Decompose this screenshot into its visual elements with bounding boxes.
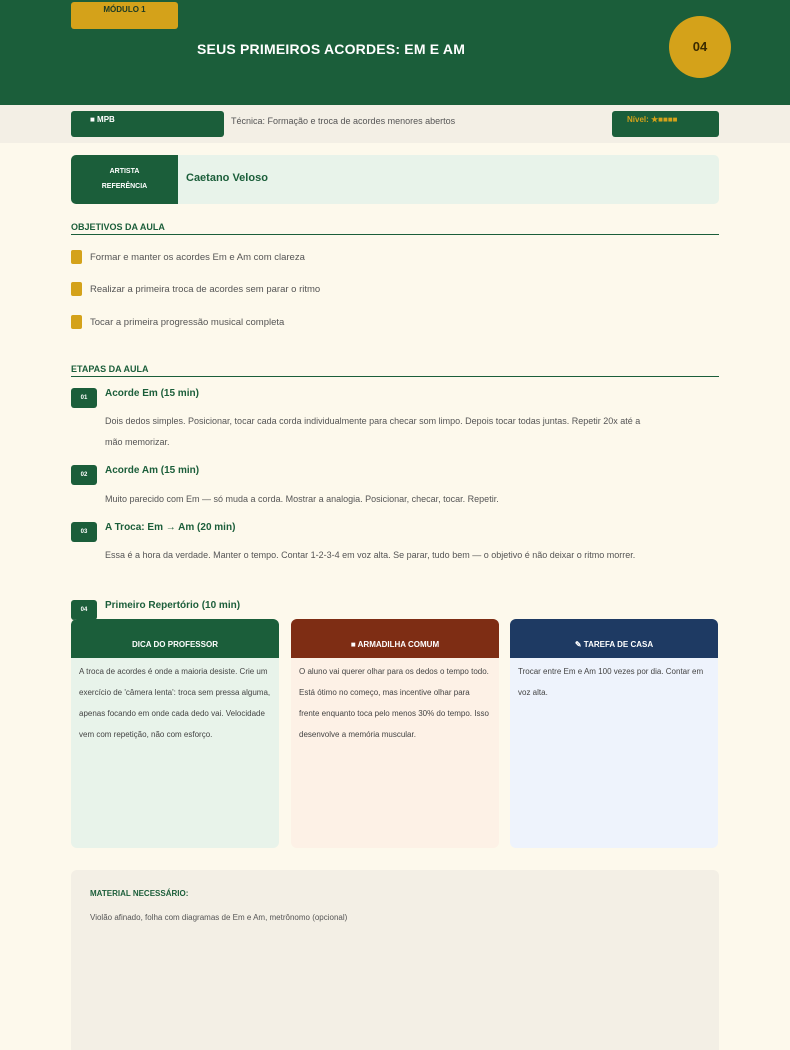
artist-label [71,155,178,204]
step-title: Acorde Em (15 min) [105,388,199,399]
step-number: 04 [71,600,97,620]
teacher-tip-card [71,619,279,848]
artist-label-line2: REFERÊNCIA [101,183,148,190]
step-number: 01 [71,388,97,408]
card-text: O aluno vai querer olhar para os dedos o tempo todo. Está ótimo no começo, mas incentive olhar para frente enquanto toca pelo menos 30% do tempo. Isso desenvolve a memória muscular. [299,667,489,739]
card-title: ■ ARMADILHA COMUM [291,619,499,658]
reference-artist-box [71,155,719,204]
step-description: Dois dedos simples. Posicionar, tocar cada corda individualmente para checar som limpo. Depois tocar todas juntas. Repetir 20x até a mão memorizar. [105,416,641,447]
common-pitfall-card [291,619,499,848]
genre-badge: ■ MPB [71,111,224,137]
step-description: Muito parecido com Em — só muda a corda. Mostrar a analogia. Posicionar, checar, tocar. Repetir. [105,494,499,504]
bullet-icon [71,282,82,296]
objectives-title: OBJETIVOS DA AULA [71,222,719,235]
card-title: ✎ TAREFA DE CASA [510,619,718,658]
bullet-icon [71,250,82,264]
card-text: Trocar entre Em e Am 100 vezes por dia. Contar em voz alta. [518,667,704,697]
step-title: A Troca: Em → Am (20 min) [105,522,236,533]
objective-text: Realizar a primeira troca de acordes sem parar o ritmo [90,284,321,295]
technique-text: Técnica: Formação e troca de acordes menores abertos [231,116,456,126]
steps-title: ETAPAS DA AULA [71,364,719,377]
materials-title: MATERIAL NECESSÁRIO: [90,889,189,898]
homework-card [510,619,718,848]
level-badge: Nível: ★■■■■ [612,111,719,137]
objective-text: Formar e manter os acordes Em e Am com clareza [90,252,305,263]
info-bar [0,105,790,143]
card-text: A troca de acordes é onde a maioria desiste. Crie um exercício de 'câmera lenta': troca sem pressa alguma, apenas focando em onde cada dedo vai. Velocidade vem com repetição, não com esforço. [79,667,271,739]
module-tag: MÓDULO 1 [71,2,178,29]
step-number: 03 [71,522,97,542]
artist-name: Caetano Veloso [186,172,268,184]
lesson-header [0,0,790,105]
materials-text: Violão afinado, folha com diagramas de Em e Am, metrônomo (opcional) [90,913,348,922]
step-number: 02 [71,465,97,485]
lesson-number-badge: 04 [669,16,731,78]
step-title: Acorde Am (15 min) [105,465,200,476]
objective-text: Tocar a primeira progressão musical completa [90,317,285,328]
card-title: DICA DO PROFESSOR [71,619,279,658]
artist-label-line1: ARTISTA [109,168,140,175]
bullet-icon [71,315,82,329]
step-title: Primeiro Repertório (10 min) [105,600,241,611]
materials-box [71,870,719,1050]
lesson-title: SEUS PRIMEIROS ACORDES: EM E AM [197,41,466,57]
step-description: Essa é a hora da verdade. Manter o tempo. Contar 1-2-3-4 em voz alta. Se parar, tudo bem — o objetivo é não deixar o ritmo morrer. [105,550,636,560]
